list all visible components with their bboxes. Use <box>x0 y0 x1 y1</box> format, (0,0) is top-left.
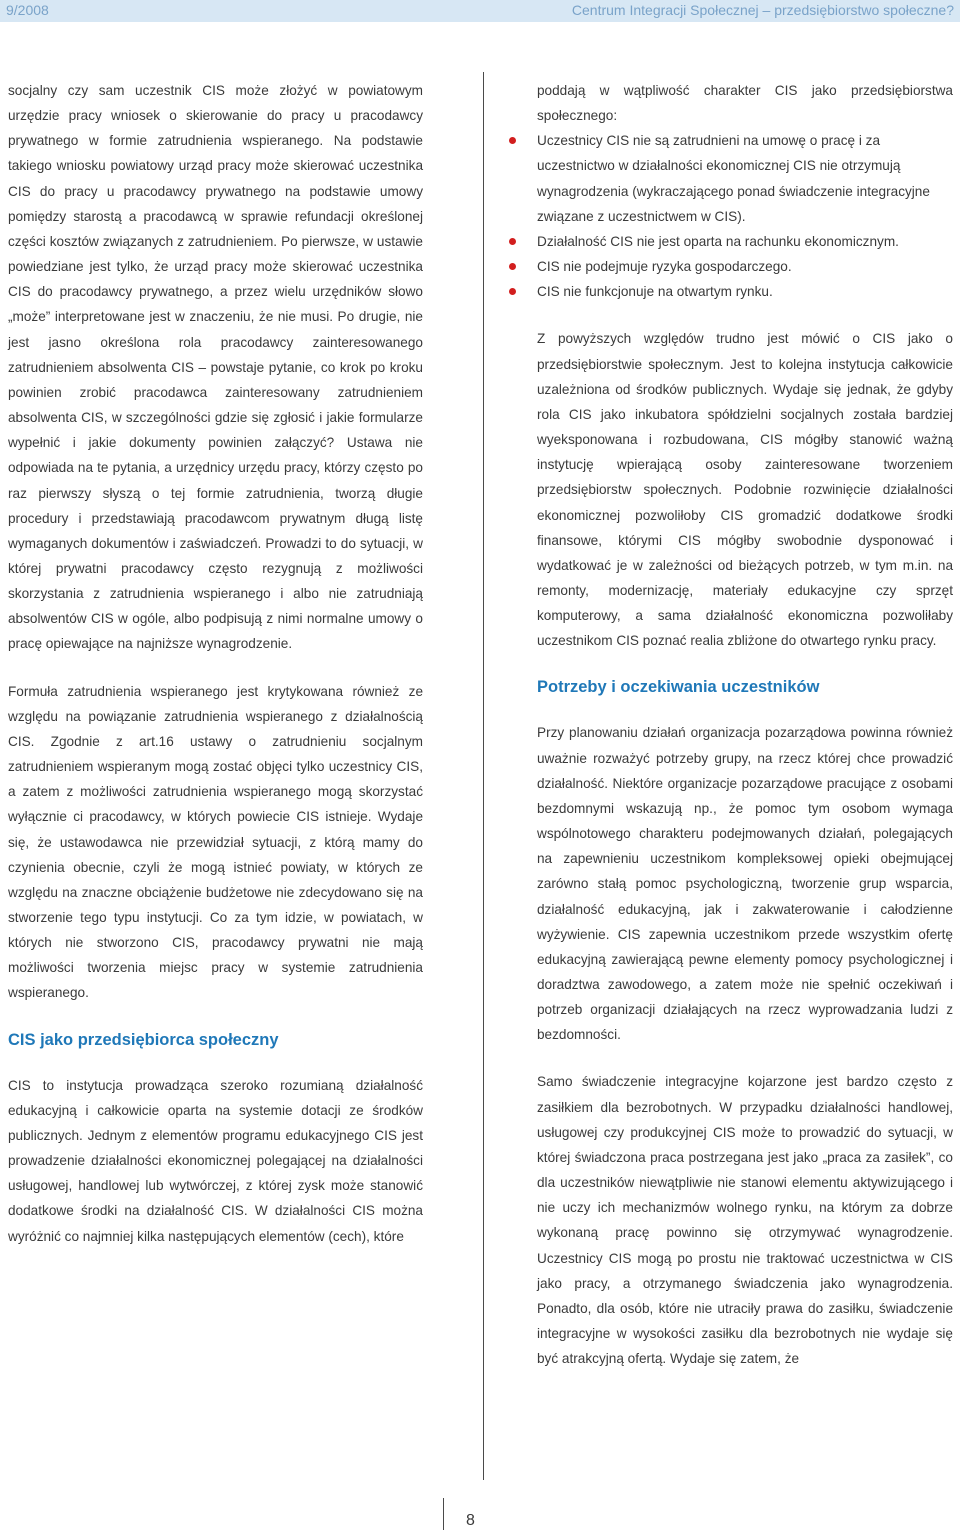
bullet-icon <box>509 263 516 270</box>
list-item: Uczestnicy CIS nie są zatrudnieni na umowę o pracę i za uczestnictwo w działalności ekonomicznej CIS nie otrzymują wynagrodzenia (wykraczającego ponad świadczenie integracyjne związane z uczestnictwem w CIS). <box>537 128 953 229</box>
footer-divider <box>443 1498 444 1530</box>
bullet-icon <box>509 238 516 245</box>
left-paragraph-1: socjalny czy sam uczestnik CIS może złożyć w powiatowym urzędzie pracy wniosek o skierowanie do pracy u pracodawcy prywatnego w formie zatrudnienia wspieranego. Na podstawie takiego wniosku powiatowy urząd pracy może skierować uczestnika CIS do pracy u pracodawcy prywatnego na podstawie umowy pomiędzy starostą a pracodawcą w sprawie refundacji określonej części kosztów związanych z zatrudnieniem. Po pierwsze, w ustawie powiedziane jest tylko, że urząd pracy może skierować uczestnika CIS do pracodawcy prywatnego, a przez wielu urzędników słowo „może” interpretowane jest w znaczeniu, że nie musi. Po drugie, nie jest jasno określona rola pracodawcy zainteresowanego zatrudnieniem absolwenta CIS – powstaje pytanie, co krok po kroku powinien zrobić pracodawca zainteresowany zatrudnieniem absolwenta CIS, w szczególności gdzie się zgłosić i jakie formularze wypełnić i jakie dokumenty powinien załączyć? Ustawa nie odpowiada na te pytania, a urzędnicy urzędu pracy, którzy często po raz pierwszy słyszą o tej formie zatrudnienia, tworzą długie procedury i przedstawiają pracodawcom prywatnym długą listę wymaganych dokumentów i zaświadczeń. Prowadzi to do sytuacji, w której prywatni pracodawcy często rezygnują z możliwości skorzystania z zatrudnienia wspieranego i albo nie zatrudniają absolwentów CIS w ogóle, albo podpisują z nimi normalne umowy o pracę opiewające na najniższe wynagrodzenie. <box>8 83 423 652</box>
journal-title: Centrum Integracji Społecznej – przedsiębiorstwo społeczne? <box>571 2 954 18</box>
right-column <box>537 78 953 1371</box>
feature-list <box>537 128 953 304</box>
bullet-icon <box>509 288 516 295</box>
right-intro: poddają w wątpliwość charakter CIS jako przedsiębiorstwa społecznego: <box>537 83 953 124</box>
list-item: Działalność CIS nie jest oparta na rachunku ekonomicznym. <box>537 229 953 254</box>
page-number: 8 <box>466 1512 475 1529</box>
right-paragraph-3: Samo świadczenie integracyjne kojarzone jest bardzo często z zasiłkiem dla bezrobotnych. W przypadku działalności handlowej, usługowej czy produkcyjnej CIS może to prowadzić do sytuacji, w której świadczona praca postrzegana jest jako „praca za zasiłek”, co dla uczestników niewątpliwie nie stanowi elementu aktywizującego i nie uczy ich mechanizmów wolnego rynku, na którym za dobrze wykonaną pracę powinno się otrzymywać wynagrodzenie. Uczestnicy CIS mogą po prostu nie traktować uczestnictwa w CIS jako pracy, a otrzymanego świadczenia jako wynagrodzenia. Ponadto, dla osób, które nie utraciły prawa do zasiłku, świadczenie integracyjne w wysokości zasiłku dla bezrobotnych nie wydaje się być atrakcyjną ofertą. Wydaje się zatem, że <box>537 1074 953 1367</box>
right-paragraph-1: Z powyższych względów trudno jest mówić o CIS jako o przedsiębiorstwie społecznym. Jest to kolejna instytucja całkowicie uzależniona od środków publicznych. Wydaje się jednak, że gdyby rola CIS jako inkubatora spółdzielni socjalnych została bardziej wyeksponowana i rozbudowana, CIS mógłby stanowić ważną instytucję wpierającą osoby zainteresowane tworzeniem przedsiębiorstw społecznych. Podobnie rozwinięcie działalności ekonomicznej pozwoliłoby CIS gromadzić dodatkowe środki finansowe, którymi CIS mógłby swobodnie dysponować i wydatkować je w zależności od bieżących potrzeb, w tym m.in. na remonty, modernizację, materiały edukacyjne czy sprzęt komputerowy, a sama działalność ekonomiczna pozwoliłaby uczestnikom CIS poznać realia zbliżone do otwartego rynku pracy. <box>537 331 953 649</box>
left-paragraph-3: CIS to instytucja prowadząca szeroko rozumianą działalność edukacyjną i całkowicie oparta na systemie dotacji ze środków publicznych. Jednym z elementów programu edukacyjnego CIS jest prowadzenie działalności ekonomicznej polegającej na działalności usługowej, handlowej lub wytwórczej, z której zysk może stanowić dodatkowe środki na działalność CIS. W działalności CIS można wyróżnić co najmniej kilka następujących elementów (cech), które <box>8 1077 423 1244</box>
list-item: CIS nie podejmuje ryzyka gospodarczego. <box>537 254 953 279</box>
list-item: CIS nie funkcjonuje na otwartym rynku. <box>537 279 953 304</box>
left-column <box>8 78 423 1249</box>
column-divider <box>483 72 484 1480</box>
bullet-icon <box>509 137 516 144</box>
right-paragraph-2: Przy planowaniu działań organizacja pozarządowa powinna również uważnie rozważyć potrzeby grupy, na rzecz której chce prowadzić działalność. Niektóre organizacje pozarządowe pracujące z osobami bezdomnymi wskazują np., że pomoc tym osobom wymaga wspólnotowego charakteru podejmowanych działań, polegających na zapewnieniu uczestnikom kompleksowej opieki obejmującej zarówno stałą pomoc psychologiczną, tworzenie grup wsparcia, działalność edukacyjną, jak i zakwaterowanie i całodzienne wyżywienie. CIS zapewnia uczestnikom przede wszystkim ofertę edukacyjną zawierającą pewne elementy pomocy psychologicznej i doradztwa zawodowego, a zatem może nie spełnić oczekiwań i potrzeb organizacji działających na rzecz wyprowadzania ludzi z bezdomności. <box>537 725 953 1043</box>
issue-number: 9/2008 <box>6 2 49 18</box>
section-heading-cis-social-entrepreneur: CIS jako przedsiębiorca społeczny <box>8 1030 279 1049</box>
left-paragraph-2: Formuła zatrudnienia wspieranego jest krytykowana również ze względu na powiązanie zatrudnienia wspieranego z działalnością CIS. Zgodnie z art.16 ustawy o zatrudnieniu socjalnym zatrudnieniem wspieranym mogą zostać objęci tylko uczestnicy CIS, a zatem z możliwości zatrudnienia wspieranego mogą skorzystać wyłącznie ci pracodawcy, w których powiecie CIS istnieje. Wydaje się, że ustawodawca nie przewidział sytuacji, z którą mamy do czynienia obecnie, czyli że mogą istnieć powiaty, w których ze względu na znaczne obciążenie budżetowe nie zdecydowano się na stworzenie tego typu instytucji. Co za tym idzie, w powiatach, w których nie stworzono CIS, pracodawcy prywatni nie mają możliwości tworzenia miejsc pracy w systemie zatrudnienia wspieranego. <box>8 683 423 1001</box>
section-heading-needs-expectations: Potrzeby i oczekiwania uczestników <box>537 678 820 697</box>
page-header <box>0 0 960 22</box>
